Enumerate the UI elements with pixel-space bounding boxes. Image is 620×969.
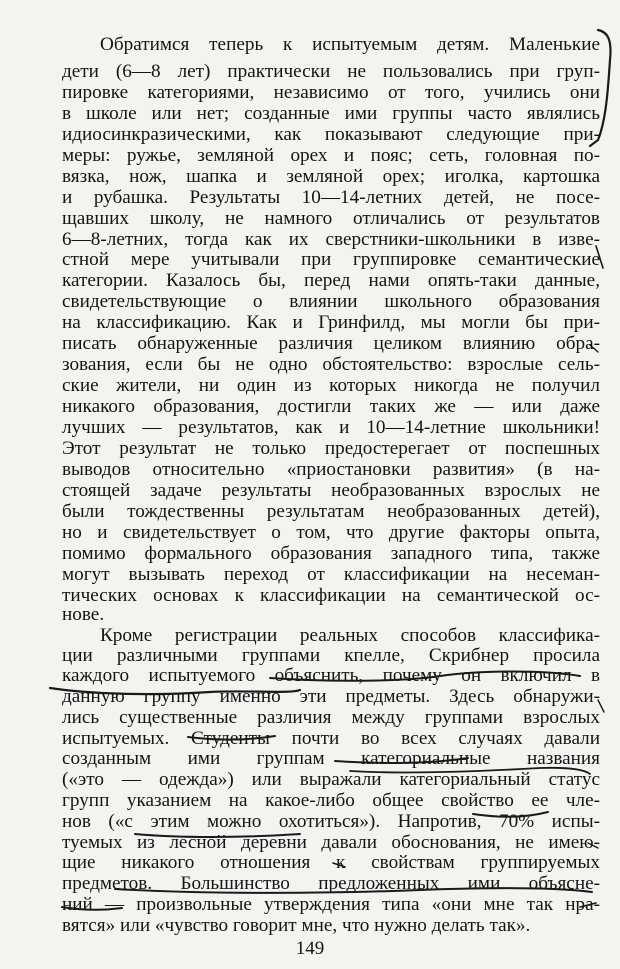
text-line: зования, если бы не одно обстоятельство: взрослые сель- — [62, 354, 600, 375]
text-line: писать обнаруженные различия целиком влиянию обра- — [62, 333, 600, 354]
text-line: щавших школу, не намного отличались от результатов — [62, 208, 600, 229]
text-line: выводов относительно «приостановки развития» (в на- — [62, 459, 600, 480]
text-line: вязка, нож, шапка и земляной орех; иголка, картошка — [62, 166, 600, 187]
text-line: лись существенные различия между группами взрослых — [62, 707, 600, 728]
text-line: на классификацию. Как и Гринфилд, мы могли бы при- — [62, 312, 600, 333]
text-line: категории. Казалось бы, перед нами опять-таки данные, — [62, 270, 600, 291]
text-line: Обратимся теперь к испытуемым детям. Маленькие — [100, 34, 600, 55]
text-line: Кроме регистрации реальных способов классифика- — [100, 625, 600, 646]
text-line: туемых из лесной деревни давали обоснования, не имею- — [62, 832, 600, 853]
text-line: были тождественны результатам необразованных детей), — [62, 501, 600, 522]
text-line: пировке категориями, независимо от того, учились они — [62, 82, 600, 103]
text-line: ции различными группами кпелле, Скрибнер просила — [62, 645, 600, 666]
text-line: каждого испытуемого объяснить, почему он включил в — [62, 665, 600, 686]
text-line: Этот результат не только предостерегает от поспешных — [62, 438, 600, 459]
text-line: ские жители, ни один из которых никогда не получил — [62, 375, 600, 396]
text-line: щие никакого отношения к свойствам группируемых — [62, 852, 600, 873]
text-line: стной мере учитывали при группировке семантические — [62, 249, 600, 270]
text-line: могут вызывать переход от классификации на несеман- — [62, 564, 600, 585]
text-line: никакого образования, достигли таких же — или даже — [62, 396, 600, 417]
text-line: и рубашка. Результаты 10—14-летних детей, не посе- — [62, 187, 600, 208]
text-line: но и свидетельствует о том, что другие факторы опыта, — [62, 522, 600, 543]
text-line: созданным ими группам категориальные названия — [62, 748, 600, 769]
text-line: в школе или нет; созданные ими группы часто являлись — [62, 103, 600, 124]
text-line: вятся» или «чувство говорит мне, что нужно делать так». — [62, 915, 531, 936]
text-line: свидетельствующие о влиянии школьного образования — [62, 291, 600, 312]
page-number: 149 — [295, 938, 325, 959]
text-line: 6—8-летних, тогда как их сверстники-школьники в изве- — [62, 229, 600, 250]
text-line: предметов. Большинство предложенных ими объясне- — [62, 873, 600, 894]
text-line: тических основах к классификации на семантической ос- — [62, 585, 600, 606]
text-line: идиосинкразическими, как показывают следующие при- — [62, 124, 600, 145]
text-line: нове. — [62, 604, 105, 625]
text-line: дети (6—8 лет) практически не пользовались при груп- — [62, 61, 600, 82]
text-line: испытуемых. Студенты почти во всех случаях давали — [62, 728, 600, 749]
text-line: данную группу именно эти предметы. Здесь обнаружи- — [62, 686, 600, 707]
text-line: групп указанием на какое-либо общее свойство ее чле- — [62, 790, 600, 811]
text-line: меры: ружье, земляной орех и пояс; сеть, головная по- — [62, 145, 600, 166]
text-line: стоящей задаче результаты необразованных взрослых не — [62, 480, 600, 501]
text-line: помимо формального образования западного типа, также — [62, 543, 600, 564]
text-line: ний — произвольные утверждения типа «они мне так нра- — [62, 894, 600, 915]
text-line: нов («с этим можно охотиться»). Напротив, 70% испы- — [62, 811, 600, 832]
text-line: («это — одежда») или выражали категориальный статус — [62, 769, 600, 790]
text-line: лучших — результатов, как и 10—14-летние школьники! — [62, 417, 600, 438]
